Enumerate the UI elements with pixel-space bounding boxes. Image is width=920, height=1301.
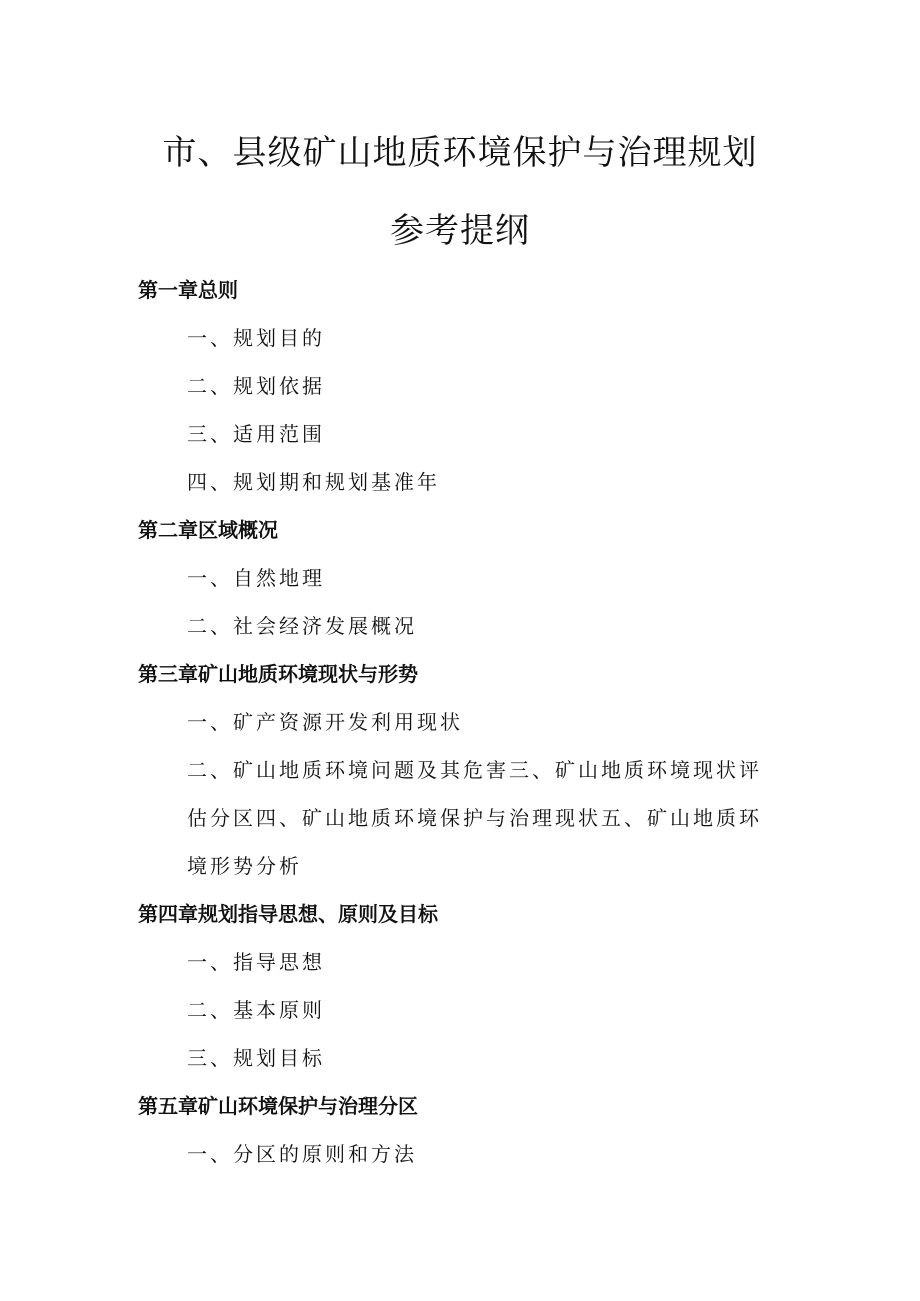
chapter-heading: 第二章区域概况 [138, 518, 278, 542]
chapter-heading: 第三章矿山地质环境现状与形势 [138, 662, 418, 686]
section-item: 三、规划目标 [187, 1046, 325, 1070]
chapter-heading: 第四章规划指导思想、原则及目标 [138, 902, 438, 926]
section-item: 一、分区的原则和方法 [187, 1142, 417, 1166]
section-item: 一、矿产资源开发利用现状 [187, 710, 463, 734]
chapter-4 [138, 890, 788, 1082]
chapter-heading: 第一章总则 [138, 278, 238, 302]
section-item: 三、适用范围 [187, 422, 325, 446]
chapter-2 [138, 506, 788, 650]
section-item: 二、规划依据 [187, 374, 325, 398]
document-title: 市、县级矿山地质环境保护与治理规划 [162, 133, 758, 173]
section-item-multiline: 二、矿山地质环境问题及其危害三、矿山地质环境现状评估分区四、矿山地质环境保护与治理现状五、矿山地质环境形势分析 [187, 758, 762, 878]
chapter-1 [138, 266, 788, 506]
section-item: 一、规划目的 [187, 326, 325, 350]
chapter-3 [138, 650, 788, 890]
chapter-heading: 第五章矿山环境保护与治理分区 [138, 1094, 418, 1118]
section-item: 一、自然地理 [187, 566, 325, 590]
section-item: 四、规划期和规划基准年 [187, 470, 440, 494]
outline [138, 266, 788, 1178]
section-item: 一、指导思想 [187, 950, 325, 974]
chapter-5 [138, 1082, 788, 1178]
section-item: 二、基本原则 [187, 998, 325, 1022]
document-subtitle: 参考提纲 [390, 211, 530, 251]
section-item: 二、社会经济发展概况 [187, 614, 417, 638]
